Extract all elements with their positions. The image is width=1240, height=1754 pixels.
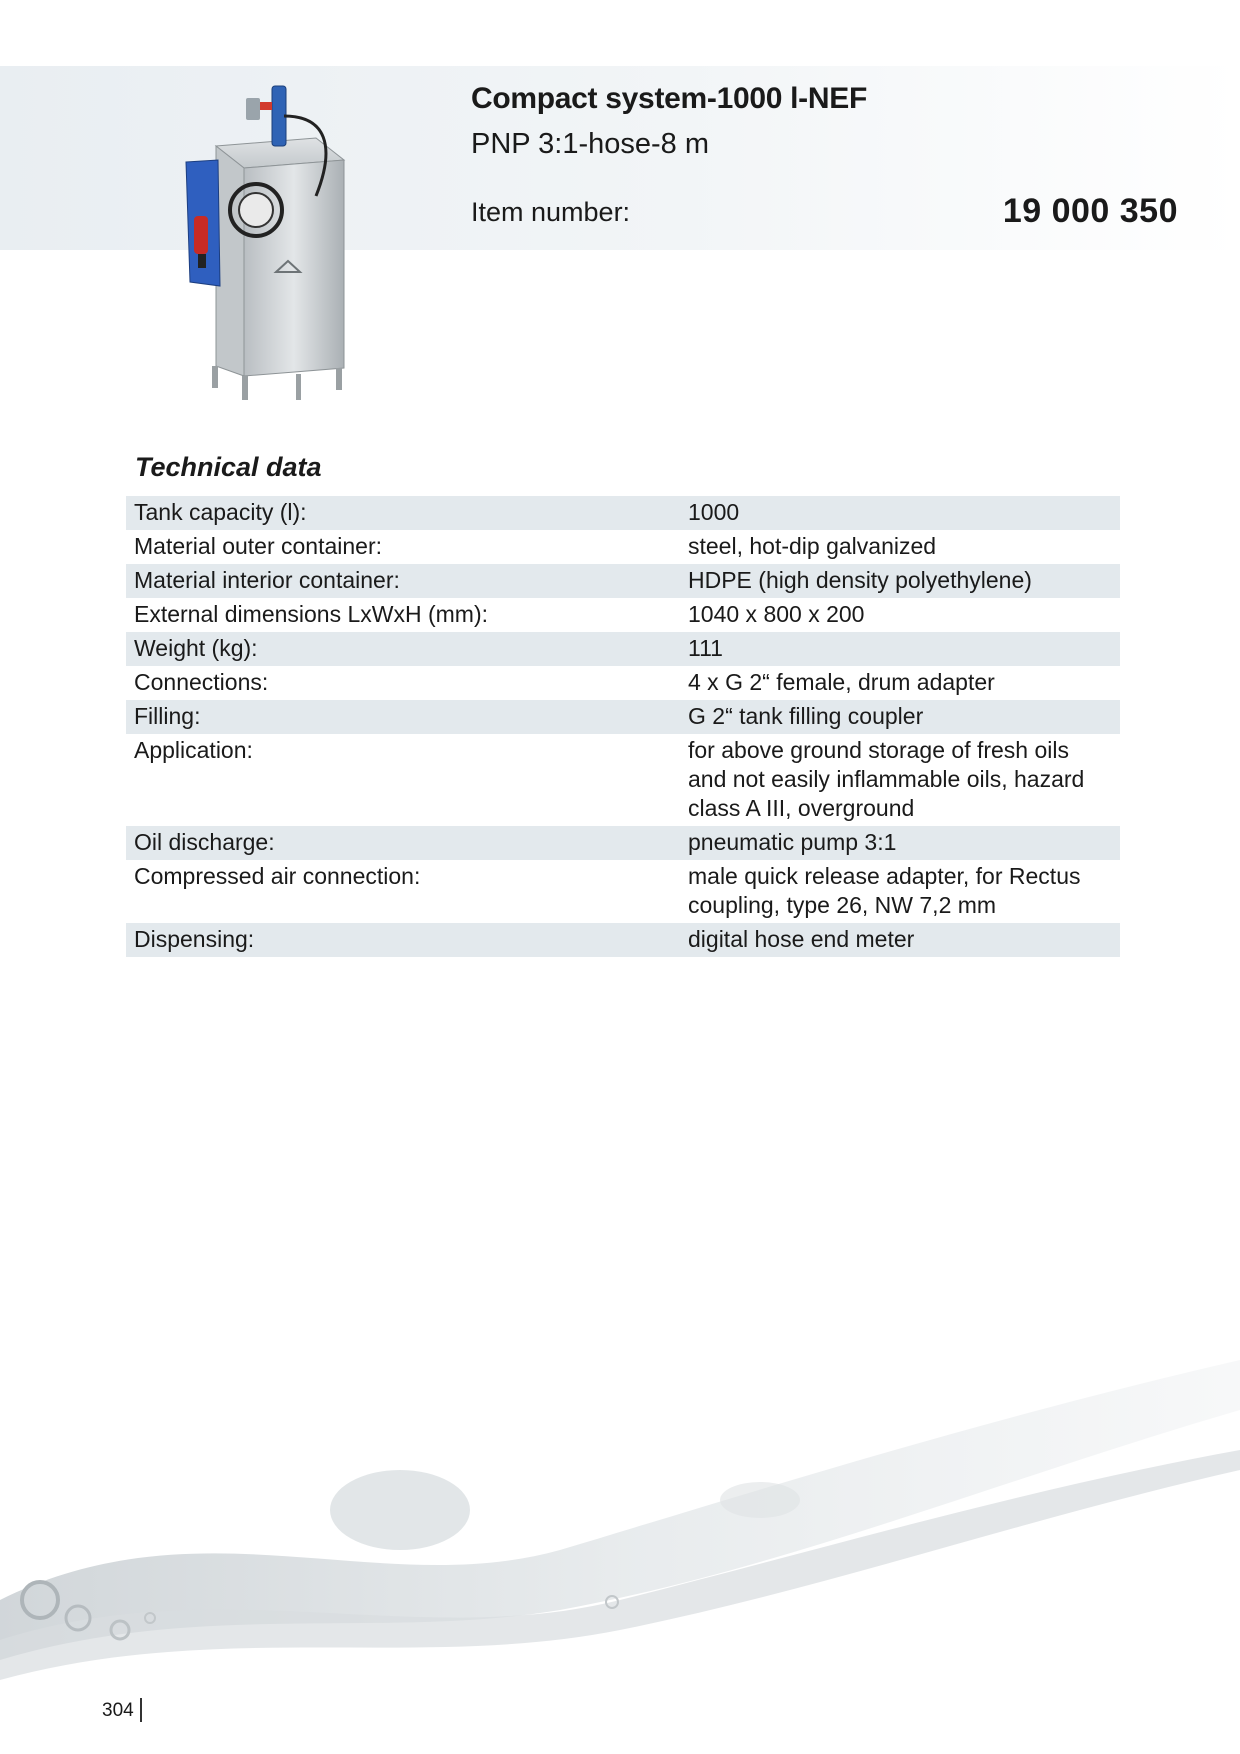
spec-value: HDPE (high density polyethylene) (680, 564, 1120, 598)
spec-label: Material outer container: (134, 533, 383, 559)
spec-value: 1000 (680, 496, 1120, 530)
table-row (126, 632, 1120, 666)
spec-label: Weight (kg): (126, 632, 680, 666)
spec-value: male quick release adapter, for Rectus coupling, type 26, NW 7,2 mm (688, 863, 1081, 918)
item-number-label: Item number: (471, 197, 631, 227)
spec-value: pneumatic pump 3:1 (680, 826, 1120, 860)
product-subtitle: PNP 3:1-hose-8 m (471, 128, 710, 160)
spec-value: for above ground storage of fresh oils and not easily inflammable oils, hazard class A III, overground (688, 737, 1085, 821)
spec-value: G 2“ tank filling coupler (680, 700, 1120, 734)
table-row (126, 598, 1120, 632)
product-image (176, 76, 376, 408)
table-row (126, 496, 1120, 530)
spec-label: Connections: (134, 669, 269, 695)
product-title: Compact system-1000 l-NEF (471, 82, 867, 115)
table-row (126, 734, 1120, 826)
item-number-value: 19 000 350 (1002, 192, 1178, 230)
spec-label: Filling: (126, 700, 680, 734)
spec-label: Tank capacity (l): (126, 496, 680, 530)
spec-value: 111 (680, 632, 1120, 666)
table-row (126, 564, 1120, 598)
table-row (126, 530, 1120, 564)
table-row (126, 700, 1120, 734)
spec-label: Application: (134, 737, 253, 763)
page-number: 304 (102, 1700, 134, 1721)
table-row (126, 826, 1120, 860)
spec-value: digital hose end meter (680, 923, 1120, 957)
table-row (126, 860, 1120, 923)
spec-label: Dispensing: (126, 923, 680, 957)
technical-data-table (126, 496, 1120, 957)
spec-label: Compressed air connection: (134, 863, 421, 889)
spec-label: Oil discharge: (126, 826, 680, 860)
spec-value: 1040 x 800 x 200 (688, 601, 865, 627)
section-heading: Technical data (135, 452, 322, 482)
table-row (126, 666, 1120, 700)
page-number-divider (140, 1698, 142, 1722)
spec-value: steel, hot-dip galvanized (688, 533, 937, 559)
spec-label: Material interior container: (126, 564, 680, 598)
table-row (126, 923, 1120, 957)
water-splash-decoration (0, 1300, 1240, 1700)
spec-value: 4 x G 2“ female, drum adapter (688, 669, 995, 695)
spec-label: External dimensions LxWxH (mm): (134, 601, 489, 627)
